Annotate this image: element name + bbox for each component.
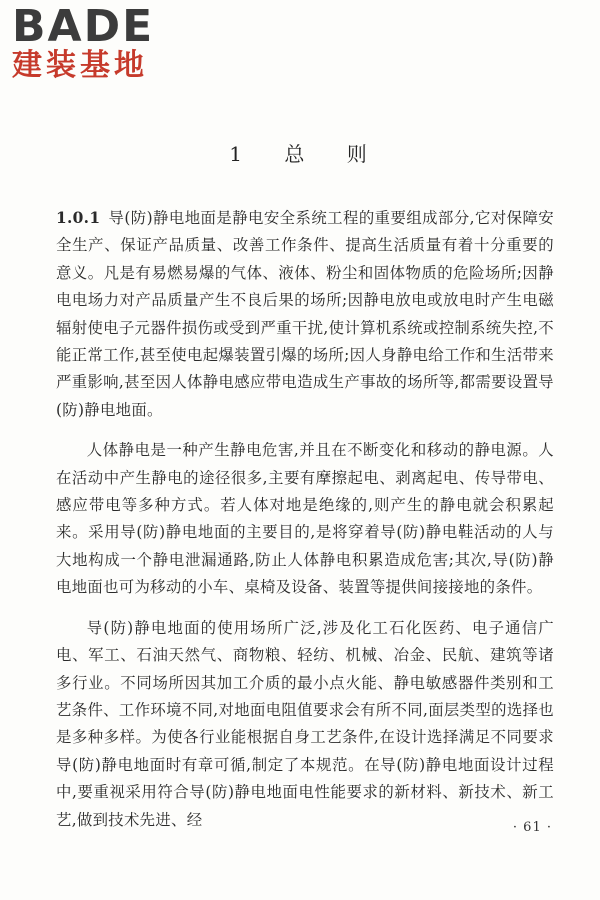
chapter-title [0,138,600,167]
chapter-title-char-1: 总 [284,142,309,166]
paragraph-1-text: 导(防)静电地面是静电安全系统工程的重要组成部分,它对保障安全生产、保证产品质量、改善工作条件、提高生活质量有着十分重要的意义。凡是有易燃易爆的气体、液体、粉尘和固体物质的危险场所;因静电电场力对产品质量产生不良后果的场所;因静电放电或放电时产生电磁辐射使电子元器件损伤或受到严重干扰,使计算机系统或控制系统失控,不能正常工作,甚至使电起爆装置引爆的场所;因人身静电给工作和生活带来严重影响,甚至因人体静电感应带电造成生产事故的场所等,都需要设置导(防)静电地面。 [56,209,554,419]
page-number: · 61 · [512,820,552,835]
chapter-number: 1 [229,142,246,166]
chapter-title-char-2: 则 [346,142,371,166]
clause-number: 1.0.1 [56,209,101,227]
logo-wordmark: BADE [12,1,155,52]
logo-subtitle: 建装基地 [12,48,148,83]
paragraph-1 [56,205,554,424]
paragraph-3: 导(防)静电地面的使用场所广泛,涉及化工石化医药、电子通信广电、军工、石油天然气、商物粮、轻纺、机械、冶金、民航、建筑等诸多行业。不同场所因其加工介质的最小点火能、静电敏感器件类别和工艺条件、工作环境不同,对地面电阻值要求会有所不同,面层类型的选择也是多种多样。为使各行业能根据自身工艺条件,在设计选择满足不同要求导(防)静电地面时有章可循,制定了本规范。在导(防)静电地面设计过程中,要重视采用符合导(防)静电地面电性能要求的新材料、新技术、新工艺,做到技术先进、经 [56,618,554,829]
bade-logo [12,1,177,84]
body-text [56,205,554,847]
paragraph-2: 人体静电是一种产生静电危害,并且在不断变化和移动的静电源。人在活动中产生静电的途径很多,主要有摩擦起电、剥离起电、传导带电、感应带电等多种方式。若人体对地是绝缘的,则产生的静电就会积累起来。采用导(防)静电地面的主要目的,是将穿着导(防)静电鞋活动的人与大地构成一个静电泄漏通路,防止人体静电积累造成危害;其次,导(防)静电地面也可为移动的小车、桌椅及设备、装置等提供间接接地的条件。 [56,441,554,597]
